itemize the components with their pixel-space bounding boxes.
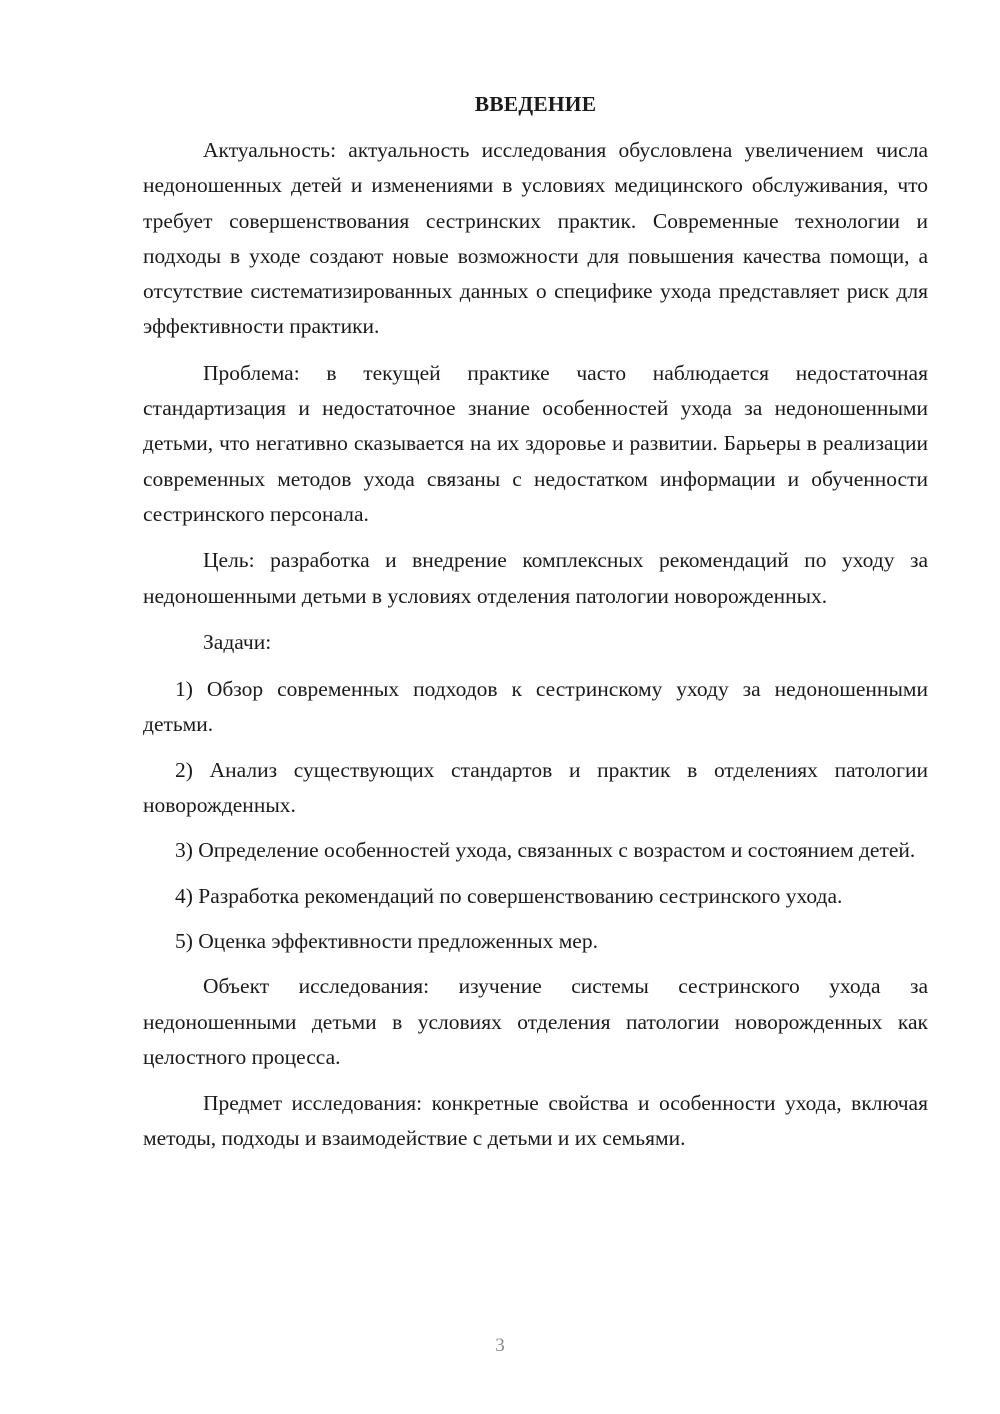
- page-number: 3: [495, 1335, 505, 1356]
- task-item-3: 3) Определение особенностей ухода, связанных с возрастом и состоянием детей.: [175, 838, 916, 863]
- task-item-4: 4) Разработка рекомендаций по совершенствованию сестринского ухода.: [175, 883, 843, 908]
- task-item-1: 1) Обзор современных подходов к сестринскому уходу за недоношенными детьми.: [143, 677, 928, 737]
- goal-paragraph: Цель: разработка и внедрение комплексных рекомендаций по уходу за недоношенными детьми в условиях отделения патологии новорожденных.: [143, 548, 928, 608]
- relevance-paragraph: Актуальность: актуальность исследования обусловлена увеличением числа недоношенных детей и изменениями в условиях медицинского обслуживания, что требует совершенствования сестринских практик. Современные технологии и подходы в уходе создают новые возможности для повышения качества помощи, а отсутствие систематизированных данных о специфике ухода представляет риск для эффективности практики.: [143, 138, 928, 339]
- task-item-5: 5) Оценка эффективности предложенных мер.: [175, 928, 598, 953]
- task-item-2: 2) Анализ существующих стандартов и практик в отделениях патологии новорожденных.: [143, 757, 928, 818]
- object-paragraph: Объект исследования: изучение системы сестринского ухода за недоношенными детьми в условиях отделения патологии новорожденных как целостного процесса.: [143, 974, 928, 1069]
- problem-paragraph: Проблема: в текущей практике часто наблюдается недостаточная стандартизация и недостаточное знание особенностей ухода за недоношенными детьми, что негативно сказывается на их здоровье и развитии. Барьеры в реализации современных методов ухода связаны с недостатком информации и обученности сестринского персонала.: [143, 360, 928, 526]
- page-title: ВВЕДЕНИЕ: [474, 92, 597, 116]
- tasks-label: Задачи:: [203, 629, 272, 654]
- page-content: [143, 92, 928, 1168]
- subject-paragraph: Предмет исследования: конкретные свойства и особенности ухода, включая методы, подходы и взаимодействие с детьми и их семьями.: [143, 1091, 928, 1151]
